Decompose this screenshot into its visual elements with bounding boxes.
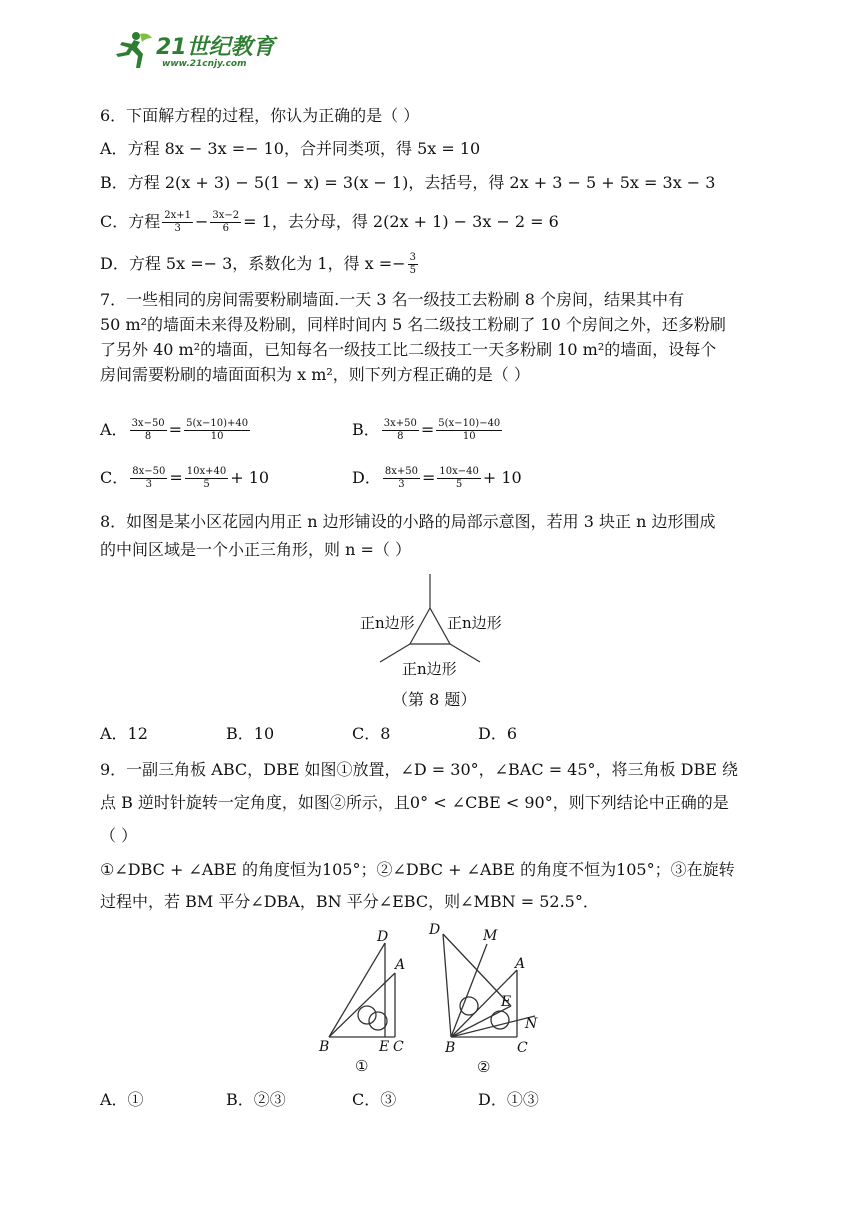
q6-option-b: [100, 173, 715, 193]
q6-d-fraction: $\frac{3}{5}$: [409, 252, 416, 276]
fig1-number: ①: [355, 1057, 369, 1075]
q6-a-text: 方程 8x − 3x =− 10，合并同类项，得 5x = 10: [127, 139, 481, 158]
logo-url: www.21cnjy.com: [162, 59, 247, 69]
fig1-label-d: D: [377, 929, 389, 945]
q6-c-minus: −: [195, 212, 209, 231]
q9-line-5: 过程中，若 BM 平分∠DBA，BN 平分∠EBC，则∠MBN = 52.5°．: [100, 892, 599, 911]
fig2-label-c: C: [517, 1040, 528, 1056]
q9-figure-2: [425, 920, 550, 1075]
q7-line-1: 7．一些相同的房间需要粉刷墙面.一天 3 名一级技工去粉刷 8 个房间，结果其中有: [100, 290, 684, 309]
q8-line-1: 8．如图是某小区花园内用正 n 边形铺设的小路的局部示意图，若用 3 块正 n 边形围成: [100, 512, 716, 531]
q7-option-d: D． $\frac{8x+50}{3}$ = $\frac{10x-40}{5}$ + 10: [352, 466, 522, 490]
fig1-label-c: C: [393, 1039, 404, 1055]
runner-logo-icon: [110, 28, 156, 72]
q6-stem: 6．下面解方程的过程，你认为正确的是（ ）: [100, 106, 420, 125]
fig2-label-m: M: [483, 928, 498, 944]
q6-b-label: B．: [100, 173, 128, 192]
q8-fig-label-bottom: 正n边形: [402, 660, 457, 678]
q7-line-3: 了另外 40 m²的墙面，已知每名一级技工比二级技工一天多粉刷 10 m²的墙面，设每个: [100, 340, 717, 359]
q8-fig-label-left: 正n边形: [360, 614, 415, 632]
q6-c-fraction-2: $\frac{3x-2}{6}$: [212, 210, 240, 234]
q9-line-1: 9．一副三角板 ABC，DBE 如图①放置，∠D = 30°，∠BAC = 45°，将三角板 DBE 绕: [100, 760, 738, 779]
q6-c-fraction-1: $\frac{2x+1}{3}$: [164, 210, 192, 234]
fig2-label-n: N: [525, 1016, 538, 1032]
fig1-label-a: A: [395, 957, 406, 973]
q9-option-b: B．②③: [226, 1090, 286, 1109]
q9-option-d: D．①③: [478, 1090, 539, 1109]
fig2-label-d: D: [429, 922, 441, 938]
q9-line-4: ①∠DBC + ∠ABE 的角度恒为105°；②∠DBC + ∠ABE 的角度不恒为105°；③在旋转: [100, 860, 735, 879]
q9-figure-1: [315, 925, 415, 1075]
fig1-label-e: E: [379, 1039, 390, 1055]
q9-option-a: A．①: [100, 1090, 144, 1109]
q6-option-a: [100, 139, 480, 159]
q8-option-d: D．6: [478, 724, 518, 743]
fig2-label-a: A: [515, 956, 526, 972]
fig2-number: ②: [477, 1058, 491, 1076]
q6-option-d: [100, 252, 420, 277]
q6-c-post: = 1，去分母，得 2(2x + 1) − 3x − 2 = 6: [243, 212, 559, 231]
fig1-label-b: B: [319, 1039, 330, 1055]
q7-option-b: B． $\frac{3x+50}{8}$ = $\frac{5(x-10)-40}{10}$: [352, 418, 501, 442]
q8-line-2: 的中间区域是一个小正三角形，则 n =（ ）: [100, 540, 411, 559]
q8-caption: （第 8 题）: [392, 690, 477, 709]
q6-d-label: D．: [100, 254, 129, 273]
q9-line-2: 点 B 逆时针旋转一定角度，如图②所示，且0° < ∠CBE < 90°，则下列结论中正确的是: [100, 793, 729, 812]
q7-line-4: 房间需要粉刷的墙面面积为 x m²，则下列方程正确的是（ ）: [100, 365, 530, 384]
q6-c-label: C．: [100, 212, 129, 231]
logo-title: 21世纪教育: [156, 35, 275, 60]
fig2-label-b: B: [445, 1040, 456, 1056]
q6-d-pre: 方程 5x =− 3，系数化为 1，得 x =−: [128, 254, 406, 273]
q8-option-c: C．8: [352, 724, 391, 743]
q8-figure: [350, 572, 510, 682]
fig2-label-e: E: [501, 994, 512, 1010]
q6-c-pre: 方程: [128, 212, 161, 231]
q6-b-text: 方程 2(x + 3) − 5(1 − x) = 3(x − 1)，去括号，得 2x + 3 − 5 + 5x = 3x − 3: [127, 173, 716, 192]
q7-option-a: A． $\frac{3x-50}{8}$ = $\frac{5(x-10)+40}{10}$: [100, 418, 249, 442]
q7-option-c: C． $\frac{8x-50}{3}$ = $\frac{10x+40}{5}$ + 10: [100, 466, 270, 490]
q9-option-c: C．③: [352, 1090, 397, 1109]
header-logo: [110, 28, 290, 74]
q8-option-b: B．10: [226, 724, 275, 743]
q8-fig-label-right: 正n边形: [447, 614, 502, 632]
q7-line-2: 50 m²的墙面未来得及粉刷，同样时间内 5 名二级技工粉刷了 10 个房间之外，还多粉刷: [100, 315, 726, 334]
q6-a-label: A．: [100, 139, 128, 158]
q6-option-c: [100, 210, 559, 235]
q9-line-3: （ ）: [100, 826, 138, 845]
q8-option-a: A．12: [100, 724, 148, 743]
